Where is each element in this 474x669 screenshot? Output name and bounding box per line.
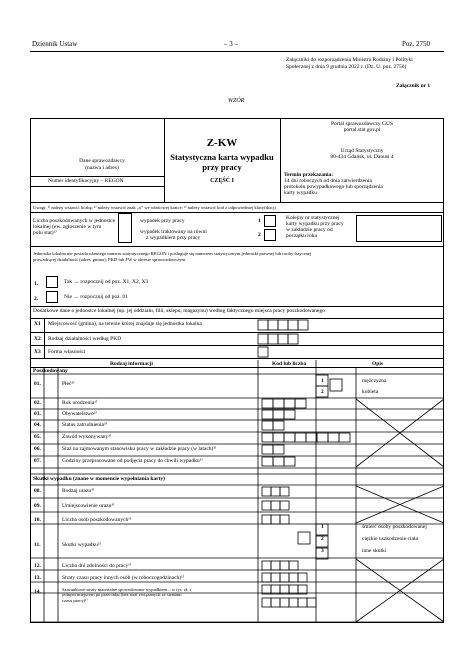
victim-row-number: 01. <box>34 381 41 387</box>
code-cell[interactable] <box>271 515 280 524</box>
victim-row-number: 07. <box>34 458 41 464</box>
page-number: – 3 – <box>224 40 238 48</box>
code-cell[interactable] <box>273 421 284 430</box>
code-cell[interactable] <box>295 399 306 408</box>
option-accident-at-work: wypadek przy pracy <box>140 218 185 224</box>
journal-name: Dziennik Ustaw <box>32 40 78 48</box>
code-cell[interactable] <box>262 501 271 510</box>
col-code-header: Kod lub liczba <box>272 361 307 367</box>
victim-row-label: Godziny przepracowane od podjęcia pracy do chwili wypadku¹⁾ <box>62 458 203 464</box>
code-cell[interactable] <box>262 457 273 466</box>
victim-row-label: Zawód wykonywany³⁾ <box>62 434 112 440</box>
code-cell[interactable] <box>280 515 289 524</box>
effect-row-label: Liczba dni zdolności do pracy¹⁾ <box>62 563 132 569</box>
option-code-1: 1 <box>258 218 261 224</box>
effect-row-label: Liczba osób poszkodowanych¹⁾ <box>62 517 132 523</box>
effects-section-title: Skutki wypadku (znane w momencie wypełniania karty) <box>33 476 166 482</box>
effect-row-number: 11. <box>34 542 41 548</box>
victim-row-number: 03. <box>34 411 41 417</box>
office-line-1: Urząd Statystyczny <box>340 148 384 154</box>
code-cell[interactable] <box>328 433 339 442</box>
code-cell[interactable] <box>262 598 271 607</box>
code-cell[interactable] <box>284 399 295 408</box>
effect-row-label: Umiejscowienie urazu³⁾ <box>62 503 115 509</box>
victim-row-number: 05. <box>34 434 41 440</box>
code-cell[interactable] <box>289 598 298 607</box>
effect-cell-2[interactable] <box>316 536 328 547</box>
code-cell[interactable] <box>298 573 307 582</box>
code-cell[interactable] <box>339 433 350 442</box>
code-cell[interactable] <box>280 487 289 496</box>
x-code-cell[interactable] <box>298 320 308 330</box>
annex-line-2: Społecznej z dnia 9 grudnia 2022 r. (Dz. U. poz. 2750) <box>286 64 407 70</box>
code-cell[interactable] <box>273 410 284 419</box>
reporter-label: Dane sprawozdawcy <box>79 158 125 164</box>
code-cell[interactable] <box>262 410 273 419</box>
x3-text: Forma własności <box>48 349 86 355</box>
x-code-cell[interactable] <box>278 320 288 330</box>
code-cell[interactable] <box>284 433 295 442</box>
form-part: CZĘŚĆ I <box>210 178 234 184</box>
portal-line-2[interactable]: portal.stat.gov.pl <box>343 127 381 133</box>
report-type-left-3: polu stat)¹⁾ <box>33 230 57 236</box>
victim-row-label: Status zatrudnienia³⁾ <box>62 422 108 428</box>
sex-male: mężczyzna <box>362 378 387 384</box>
code-cell[interactable] <box>262 445 273 454</box>
col-info-header: Rodzaj informacji <box>110 361 153 367</box>
form-title: Statystyczna karta wypadku <box>170 152 274 162</box>
effect-row-number: 12. <box>34 563 41 569</box>
unit-question-2: prowadzącej działalność (adres, gmina), PKD lub FW w okresie sprawozdawczym <box>33 257 186 262</box>
code-cell[interactable] <box>271 573 280 582</box>
effect-row-number: 10. <box>34 517 41 523</box>
effect-code-2: 2 <box>321 536 324 542</box>
reporter-sublabel: (nazwa i adres) <box>85 165 119 171</box>
code-cell[interactable] <box>262 433 273 442</box>
x3-label: X3 <box>34 349 41 355</box>
stat-card-number-label-3: w zakładzie pracy od <box>286 227 333 233</box>
unit-no-number: 2. <box>34 296 39 302</box>
unit-yes-number: 1. <box>34 281 39 287</box>
stat-card-number-label-2: karty wypadku przy pracy <box>286 221 344 227</box>
x-code-cell[interactable] <box>258 347 268 357</box>
x-code-cell[interactable] <box>268 320 278 330</box>
effect-cell-3[interactable] <box>316 548 328 559</box>
sex-female: kobieta <box>362 389 379 395</box>
code-cell[interactable] <box>280 598 289 607</box>
code-cell[interactable] <box>289 561 298 570</box>
sex-code-2: 2 <box>321 389 324 395</box>
x-code-cell[interactable] <box>288 334 298 344</box>
deadline-line-2: protokołu powypadkowego lub sporządzenia <box>284 184 383 190</box>
code-cell[interactable] <box>307 598 316 607</box>
unit-question-1: Jednostka lokalna nie posiada własnego numeru statystycznego REGON i posługuje się numerem statystycznym jednostki prawnej lub osoby fizycznej <box>33 251 312 256</box>
victim-row-label: Rok urodzenia¹⁾ <box>62 400 98 406</box>
code-cell[interactable] <box>271 598 280 607</box>
section-x-intro: Dodatkowe dane o jednostce lokalnej (np. jej oddziału, filii, sklepu, magazynu) według faktycznego miejsca pracy poszkodowanego <box>33 308 325 314</box>
code-cell[interactable] <box>289 573 298 582</box>
x2-text: Rodzaj działalności według PKD <box>48 336 122 342</box>
effect-row-number: 13. <box>34 575 41 581</box>
code-cell[interactable] <box>317 433 328 442</box>
legend-notes: Uwagi: ¹⁾ należy wstawić liczbę; ²⁾ należy wstawić znak „x” we właściwej kratce; ³⁾ należy wstawić kod z odpowiedniej klasyfikacji <box>33 205 276 210</box>
effect-other: inne skutki <box>362 548 387 554</box>
office-line-2: 80-434 Gdańsk, ul. Danusi 4 <box>330 154 394 160</box>
unit-no-label: Nie → rozpocznij od poz. 01 <box>64 294 128 300</box>
effect-row-number: 08. <box>34 488 41 494</box>
deadline-line-3: karty wypadku <box>284 190 317 196</box>
code-cell[interactable] <box>280 573 289 582</box>
effect-checkbox[interactable] <box>298 532 310 544</box>
form-code: Z-KW <box>206 137 238 149</box>
effect-death: śmierć osoby poszkodowanej <box>362 524 427 530</box>
effect-code-1: 1 <box>321 524 324 530</box>
x-code-cell[interactable] <box>258 320 268 330</box>
option-equivalent-1: wypadek traktowany na równi <box>140 229 207 235</box>
code-cell[interactable] <box>273 399 284 408</box>
template-label: WZÓR <box>228 98 245 104</box>
effect-row-label: Rodzaj urazu³⁾ <box>62 488 95 494</box>
x-code-cell[interactable] <box>258 334 268 344</box>
victim-row-label: Staż na zajmowanym stanowisku pracy w zakładzie pracy (w latach)¹⁾ <box>62 446 217 452</box>
code-cell[interactable] <box>284 457 295 466</box>
annex-number: Załącznik nr 1 <box>396 83 431 89</box>
report-type-left-1: Liczba poszkodowanych w jednostce <box>33 218 116 224</box>
effect-row-label: Skutki wypadku²⁾ <box>62 542 101 548</box>
victim-section-title: Poszkodowany <box>33 368 68 374</box>
deadline-label: Termin przekazania: <box>284 172 334 178</box>
code-cell[interactable] <box>262 561 271 570</box>
x-code-cell[interactable] <box>288 320 298 330</box>
x-code-cell[interactable] <box>268 334 278 344</box>
effect-row-number: 09. <box>34 503 41 509</box>
annex-line-1: Załączniki do rozporządzenia Ministra Rodziny i Polityki <box>286 57 413 63</box>
code-cell[interactable] <box>298 598 307 607</box>
victim-row-label: Obywatelstwo³⁾ <box>62 411 97 417</box>
code-cell[interactable] <box>280 561 289 570</box>
effect-row-number: 14. <box>34 589 41 595</box>
code-cell[interactable] <box>273 445 284 454</box>
code-cell[interactable] <box>262 573 271 582</box>
x2-label: X2 <box>34 336 41 342</box>
portal-line-1: Portal sprawozdawczy GUS <box>330 121 393 127</box>
stat-card-number-label-4: początku roku <box>286 233 318 239</box>
code-cell[interactable] <box>262 487 271 496</box>
reporter-id-label: Numer identyfikacyjny – REGON <box>48 178 124 184</box>
effect-row-label: Szacunkowe straty materialne spowodowane wypadkiem – w tys. zł, z jednym miejscem po przecinku (bez strat związanych ze stratami czasu pracy)¹⁾ <box>62 587 192 603</box>
code-cell[interactable] <box>284 410 295 419</box>
option-code-2: 2 <box>258 232 261 238</box>
victim-row-number: 02. <box>34 400 41 406</box>
sex-code-1: 1 <box>321 378 324 384</box>
code-cell[interactable] <box>280 501 289 510</box>
unit-yes-label: Tak → rozpocznij od poz. X1, X2, X3 <box>64 279 149 285</box>
effect-cell-1[interactable] <box>316 524 328 535</box>
report-type-left-2: lokalnej (ew. zgłoszenie w tym <box>33 224 102 230</box>
code-cell[interactable] <box>271 561 280 570</box>
effect-row-label: Straty czasu pracy innych osób (w roboczogodzinach)¹⁾ <box>62 575 185 581</box>
form-title-2: przy pracy <box>202 162 242 172</box>
code-cell[interactable] <box>306 433 317 442</box>
position-number: Poz. 2750 <box>402 40 430 48</box>
x-code-cell[interactable] <box>278 334 288 344</box>
sex-checkbox[interactable] <box>330 379 342 391</box>
effect-severe: ciężkie uszkodzenie ciała <box>362 536 418 542</box>
effect-code-3: 3 <box>321 548 324 554</box>
code-cell[interactable] <box>262 399 273 408</box>
sex-cell-1[interactable] <box>316 375 328 386</box>
stat-card-number-label-1: Kolejny nr statystycznej <box>286 215 340 221</box>
victim-row-label: Płeć²⁾ <box>62 381 75 387</box>
code-cell[interactable] <box>271 487 280 496</box>
sex-cell-2[interactable] <box>316 386 328 397</box>
deadline-line-1: 14 dni roboczych od dnia zatwierdzenia <box>284 178 372 184</box>
code-cell[interactable] <box>273 433 284 442</box>
code-cell[interactable] <box>262 421 273 430</box>
victim-row-number: 04. <box>34 422 41 428</box>
x1-label: X1 <box>34 321 41 327</box>
option-equivalent-2: z wypadkiem przy pracy <box>146 235 201 241</box>
code-cell[interactable] <box>273 457 284 466</box>
x1-text: Miejscowość (gmina), na terenie której znajduje się jednostka lokalna <box>48 321 202 327</box>
col-desc-header: Opis <box>372 361 384 367</box>
code-cell[interactable] <box>271 501 280 510</box>
code-cell[interactable] <box>262 515 271 524</box>
code-cell[interactable] <box>295 433 306 442</box>
victim-row-number: 06. <box>34 446 41 452</box>
